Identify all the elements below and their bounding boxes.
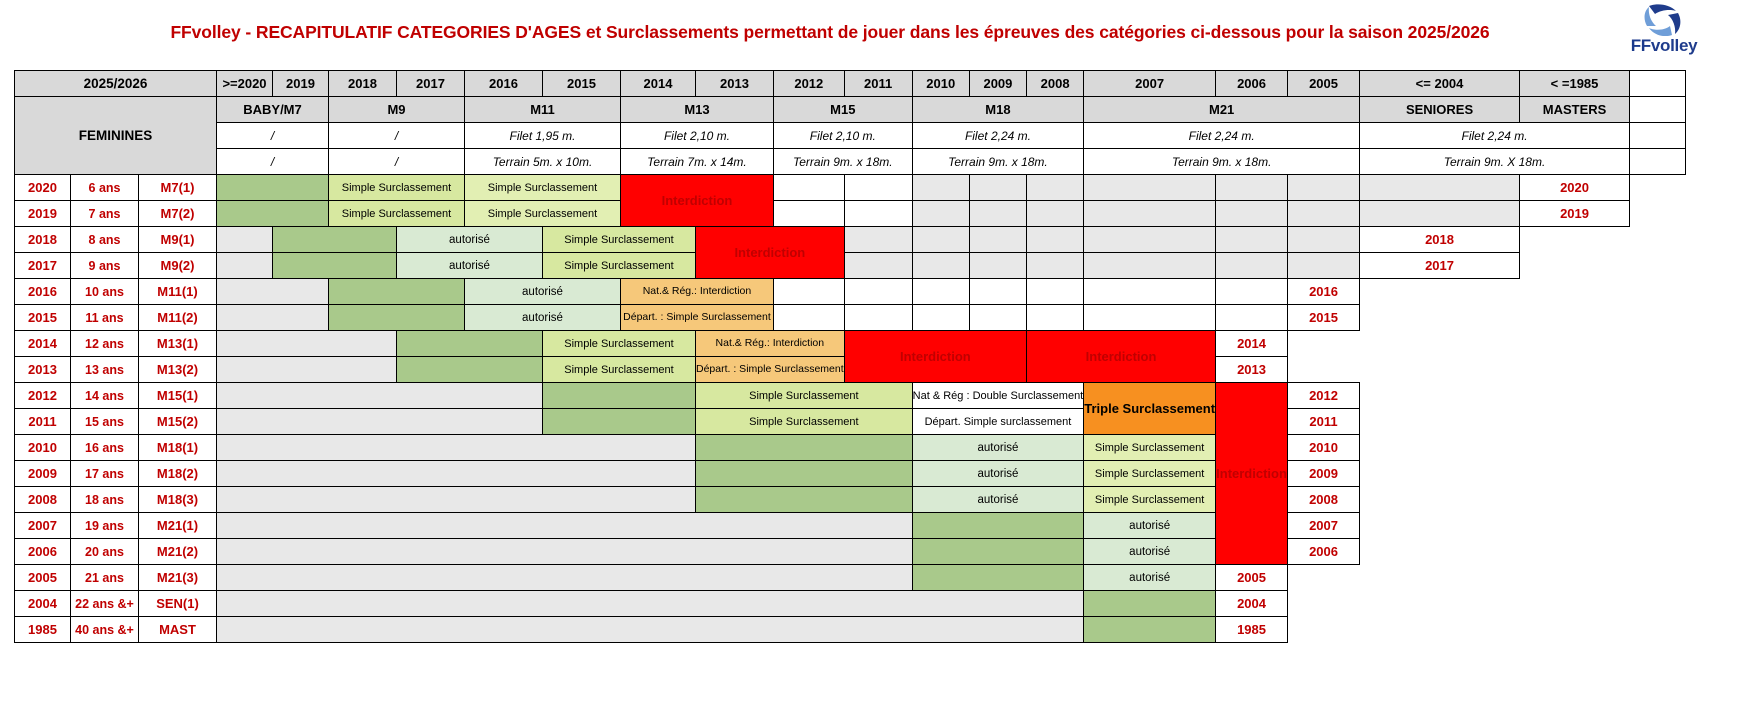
cell-autorise: autorisé: [465, 279, 621, 305]
header-gender: FEMININES: [15, 97, 217, 175]
row-year-2013: 2013: [15, 357, 71, 383]
row-year-right-2015: 2015: [1288, 305, 1360, 331]
cell-empty: [1360, 175, 1520, 201]
cell-empty: [217, 331, 397, 357]
row-year-right-1985: 1985: [1216, 617, 1288, 643]
page-title: FFvolley - RECAPITULATIF CATEGORIES D'AGES et Surclassements permettant de jouer dans les épreuves des catégories ci-dessous pour la saison 2025/2026: [170, 22, 1490, 42]
header-year-2019: 2019: [273, 71, 329, 97]
table-row: [15, 331, 1686, 357]
cell-empty: [969, 253, 1026, 279]
cell-empty: [912, 305, 969, 331]
cell-empty: [844, 253, 912, 279]
row-age-2007: 19 ans: [71, 513, 139, 539]
row-year-right-2006: 2006: [1288, 539, 1360, 565]
court-m18: Terrain 9m. x 18m.: [912, 149, 1084, 175]
header-year-2017: 2017: [397, 71, 465, 97]
cell-own-category: [329, 279, 465, 305]
header-cat-baby-m7: BABY/M7: [217, 97, 329, 123]
header-cat-masters: MASTERS: [1520, 97, 1630, 123]
row-year-right-2016: 2016: [1288, 279, 1360, 305]
row-age-2017: 9 ans: [71, 253, 139, 279]
cell-empty: [844, 227, 912, 253]
header-year-2012: 2012: [773, 71, 844, 97]
cell-empty: [969, 279, 1026, 305]
row-cat-2011: M15(2): [139, 409, 217, 435]
table-row: [15, 565, 1686, 591]
cell-empty: [1360, 201, 1520, 227]
cell-autorise: autorisé: [912, 487, 1084, 513]
cell-triple-surclassement: Triple Surclassement: [1084, 383, 1216, 435]
header-cat-m15: M15: [773, 97, 912, 123]
net-m11: Filet 1,95 m.: [465, 123, 621, 149]
logo-volley: volley: [1650, 36, 1698, 55]
row-year-right-2004: 2004: [1216, 591, 1288, 617]
cell-empty: [1216, 201, 1288, 227]
net-baby-m7: /: [217, 123, 329, 149]
cell-own-category: [543, 383, 696, 409]
row-age-2009: 17 ans: [71, 461, 139, 487]
cell-empty: [217, 305, 329, 331]
cell-empty: [217, 409, 543, 435]
row-cat-2009: M18(2): [139, 461, 217, 487]
header-year-2008: 2008: [1027, 71, 1084, 97]
cell-interdiction: Interdiction: [844, 331, 1026, 383]
row-cat-2020: M7(1): [139, 175, 217, 201]
header-cat-m11: M11: [465, 97, 621, 123]
header-cat-m21: M21: [1084, 97, 1360, 123]
net-m18: Filet 2,24 m.: [912, 123, 1084, 149]
header-year-2005: 2005: [1288, 71, 1360, 97]
row-year-right-2008: 2008: [1288, 487, 1360, 513]
cell-empty: [969, 201, 1026, 227]
row-year-2008: 2008: [15, 487, 71, 513]
row-year-2007: 2007: [15, 513, 71, 539]
cell-simple-surclassement: Simple Surclassement: [543, 253, 696, 279]
cell-own-category: [696, 487, 913, 513]
cell-simple-surclassement: Simple Surclassement: [696, 383, 913, 409]
row-cat-2004: SEN(1): [139, 591, 217, 617]
cell-empty: [217, 591, 1084, 617]
cell-own-category: [217, 175, 329, 201]
cell-own-category: [217, 201, 329, 227]
cell-empty: [969, 227, 1026, 253]
cell-simple-surclassement: Simple Surclassement: [465, 175, 621, 201]
header-year-2007: 2007: [1084, 71, 1216, 97]
court-m11: Terrain 5m. x 10m.: [465, 149, 621, 175]
table-row: [15, 591, 1686, 617]
cell-empty: [1288, 175, 1360, 201]
cell-empty: [1216, 227, 1288, 253]
cell-empty: [912, 253, 969, 279]
cell-autorise: autorisé: [1084, 565, 1216, 591]
row-age-2018: 8 ans: [71, 227, 139, 253]
cell-empty: [217, 461, 696, 487]
cell-own-category: [912, 513, 1084, 539]
cell-autorise: autorisé: [1084, 513, 1216, 539]
cell-own-category: [543, 409, 696, 435]
cell-empty: [773, 201, 844, 227]
row-age-2011: 15 ans: [71, 409, 139, 435]
row-cat-2017: M9(2): [139, 253, 217, 279]
row-cat-1985: MAST: [139, 617, 217, 643]
row-year-right-2012: 2012: [1288, 383, 1360, 409]
row-year-2012: 2012: [15, 383, 71, 409]
table-row: [15, 201, 1686, 227]
row-year-2015: 2015: [15, 305, 71, 331]
cell-empty: [1084, 279, 1216, 305]
header-season: 2025/2026: [15, 71, 217, 97]
table-row: [15, 513, 1686, 539]
row-cat-2005: M21(3): [139, 565, 217, 591]
row-age-2014: 12 ans: [71, 331, 139, 357]
cell-simple-surclassement: Simple Surclassement: [543, 331, 696, 357]
header-spacer-2: [1630, 97, 1686, 123]
row-age-2005: 21 ans: [71, 565, 139, 591]
header-year-2010: 2010: [912, 71, 969, 97]
court-seniores-masters: Terrain 9m. X 18m.: [1360, 149, 1630, 175]
row-year-right-2019: 2019: [1520, 201, 1630, 227]
court-m9: /: [329, 149, 465, 175]
court-baby-m7: /: [217, 149, 329, 175]
row-cat-2007: M21(1): [139, 513, 217, 539]
cell-empty: [844, 201, 912, 227]
cell-empty: [912, 175, 969, 201]
cell-simple-surclassement: Simple Surclassement: [543, 227, 696, 253]
header-year-1985: < =1985: [1520, 71, 1630, 97]
row-cat-2014: M13(1): [139, 331, 217, 357]
cell-empty: [1027, 175, 1084, 201]
categories-table: [14, 70, 1686, 643]
row-year-2009: 2009: [15, 461, 71, 487]
cell-empty: [217, 279, 329, 305]
row-year-right-2020: 2020: [1520, 175, 1630, 201]
net-seniores-masters: Filet 2,24 m.: [1360, 123, 1630, 149]
table-row: [15, 487, 1686, 513]
cell-empty: [1027, 305, 1084, 331]
row-year-right-2010: 2010: [1288, 435, 1360, 461]
row-age-2015: 11 ans: [71, 305, 139, 331]
cell-empty: [1084, 305, 1216, 331]
row-year-2006: 2006: [15, 539, 71, 565]
row-year-2014: 2014: [15, 331, 71, 357]
cell-empty: [217, 383, 543, 409]
cell-depart-simple-surclassement: Départ. : Simple Surclassement: [621, 305, 774, 331]
cell-empty: [217, 227, 273, 253]
row-year-2016: 2016: [15, 279, 71, 305]
table-row: [15, 617, 1686, 643]
row-year-1985: 1985: [15, 617, 71, 643]
row-age-2008: 18 ans: [71, 487, 139, 513]
logo-ff: FF: [1630, 36, 1651, 55]
net-m21: Filet 2,24 m.: [1084, 123, 1360, 149]
court-m13: Terrain 7m. x 14m.: [621, 149, 774, 175]
cell-empty: [1216, 175, 1288, 201]
row-year-2010: 2010: [15, 435, 71, 461]
header-courts-row: [15, 149, 1686, 175]
header-cat-m18: M18: [912, 97, 1084, 123]
header-spacer-3: [1630, 123, 1686, 149]
header-spacer: [1630, 71, 1686, 97]
cell-own-category: [696, 461, 913, 487]
cell-empty: [217, 617, 1084, 643]
cell-depart-simple-surclassement: Départ. : Simple Surclassement: [696, 357, 845, 383]
court-m15: Terrain 9m. x 18m.: [773, 149, 912, 175]
cell-simple-surclassement: Simple Surclassement: [543, 357, 696, 383]
cell-own-category: [696, 435, 913, 461]
cell-empty: [217, 435, 696, 461]
header-year-2004: <= 2004: [1360, 71, 1520, 97]
cell-empty: [1288, 201, 1360, 227]
row-year-right-2007: 2007: [1288, 513, 1360, 539]
row-age-2016: 10 ans: [71, 279, 139, 305]
cell-own-category: [912, 539, 1084, 565]
table-row: [15, 175, 1686, 201]
cell-simple-surclassement: Simple Surclassement: [696, 409, 913, 435]
cell-empty: [1216, 305, 1288, 331]
cell-autorise: autorisé: [912, 461, 1084, 487]
row-cat-2019: M7(2): [139, 201, 217, 227]
header-year-2009: 2009: [969, 71, 1026, 97]
table-row: [15, 279, 1686, 305]
cell-empty: [1288, 227, 1360, 253]
cell-interdiction: Interdiction: [1027, 331, 1216, 383]
row-year-right-2018: 2018: [1360, 227, 1520, 253]
header-year-2006: 2006: [1216, 71, 1288, 97]
cell-empty: [1027, 253, 1084, 279]
court-m21: Terrain 9m. x 18m.: [1084, 149, 1360, 175]
cell-empty: [773, 279, 844, 305]
header-cat-m13: M13: [621, 97, 774, 123]
cell-empty: [912, 279, 969, 305]
row-year-right-2017: 2017: [1360, 253, 1520, 279]
cell-autorise: autorisé: [397, 253, 543, 279]
volleyball-icon: [1643, 2, 1685, 36]
row-age-2010: 16 ans: [71, 435, 139, 461]
row-cat-2013: M13(2): [139, 357, 217, 383]
cell-interdiction: Interdiction: [1216, 383, 1288, 565]
header-year-2013: 2013: [696, 71, 774, 97]
row-age-2013: 13 ans: [71, 357, 139, 383]
cell-own-category: [273, 253, 397, 279]
row-age-2006: 20 ans: [71, 539, 139, 565]
row-year-right-2013: 2013: [1216, 357, 1288, 383]
row-age-2019: 7 ans: [71, 201, 139, 227]
cell-own-category: [397, 331, 543, 357]
cell-own-category: [1084, 591, 1216, 617]
header-year-2020: >=2020: [217, 71, 273, 97]
cell-simple-surclassement: Simple Surclassement: [465, 201, 621, 227]
cell-simple-surclassement: Simple Surclassement: [1084, 435, 1216, 461]
cell-empty: [217, 539, 913, 565]
row-cat-2016: M11(1): [139, 279, 217, 305]
table-row: [15, 435, 1686, 461]
net-m15: Filet 2,10 m.: [773, 123, 912, 149]
cell-empty: [844, 175, 912, 201]
row-year-2020: 2020: [15, 175, 71, 201]
logo-text: [1609, 36, 1719, 56]
row-cat-2010: M18(1): [139, 435, 217, 461]
cell-simple-surclassement: Simple Surclassement: [1084, 487, 1216, 513]
row-cat-2006: M21(2): [139, 539, 217, 565]
table-row: [15, 539, 1686, 565]
header-spacer-4: [1630, 149, 1686, 175]
cell-empty: [1027, 279, 1084, 305]
table-row: [15, 409, 1686, 435]
cell-autorise: autorisé: [1084, 539, 1216, 565]
row-age-2012: 14 ans: [71, 383, 139, 409]
row-cat-2015: M11(2): [139, 305, 217, 331]
row-year-2018: 2018: [15, 227, 71, 253]
cell-own-category: [912, 565, 1084, 591]
cell-empty: [912, 201, 969, 227]
header-year-2011: 2011: [844, 71, 912, 97]
header-categories-row: [15, 97, 1686, 123]
header-year-2015: 2015: [543, 71, 621, 97]
cell-empty: [217, 513, 913, 539]
cell-empty: [217, 487, 696, 513]
cell-interdiction: Interdiction: [621, 175, 774, 227]
cell-nat-reg-interdiction: Nat.& Rég.: Interdiction: [621, 279, 774, 305]
cell-own-category: [397, 357, 543, 383]
row-year-right-2005: 2005: [1216, 565, 1288, 591]
cell-simple-surclassement: Simple Surclassement: [1084, 461, 1216, 487]
cell-empty: [844, 279, 912, 305]
header-year-2018: 2018: [329, 71, 397, 97]
cell-empty: [1027, 227, 1084, 253]
cell-autorise: autorisé: [912, 435, 1084, 461]
header-cat-m9: M9: [329, 97, 465, 123]
row-year-right-2009: 2009: [1288, 461, 1360, 487]
cell-empty: [912, 227, 969, 253]
row-year-right-2014: 2014: [1216, 331, 1288, 357]
header-year-2016: 2016: [465, 71, 543, 97]
header-nets-row: [15, 123, 1686, 149]
cell-empty: [1084, 175, 1216, 201]
cell-own-category: [273, 227, 397, 253]
row-year-2019: 2019: [15, 201, 71, 227]
cell-empty: [217, 357, 397, 383]
cell-empty: [969, 175, 1026, 201]
net-m13: Filet 2,10 m.: [621, 123, 774, 149]
cell-empty: [1084, 253, 1216, 279]
cell-simple-surclassement: Simple Surclassement: [329, 175, 465, 201]
cell-empty: [844, 305, 912, 331]
cell-empty: [217, 253, 273, 279]
cell-empty: [1027, 201, 1084, 227]
cell-empty: [1288, 253, 1360, 279]
table-row: [15, 253, 1686, 279]
cell-empty: [217, 565, 913, 591]
row-age-1985: 40 ans &+: [71, 617, 139, 643]
row-cat-2012: M15(1): [139, 383, 217, 409]
cell-simple-surclassement: Simple Surclassement: [329, 201, 465, 227]
row-cat-2018: M9(1): [139, 227, 217, 253]
row-year-2017: 2017: [15, 253, 71, 279]
cell-nat-reg-interdiction: Nat.& Rég.: Interdiction: [696, 331, 845, 357]
cell-empty: [969, 305, 1026, 331]
table-row: [15, 305, 1686, 331]
cell-empty: [773, 175, 844, 201]
row-year-2011: 2011: [15, 409, 71, 435]
cell-empty: [773, 305, 844, 331]
cell-autorise: autorisé: [397, 227, 543, 253]
row-year-2004: 2004: [15, 591, 71, 617]
cell-interdiction: Interdiction: [696, 227, 845, 279]
table-row: [15, 227, 1686, 253]
header-cat-seniores: SENIORES: [1360, 97, 1520, 123]
header-years-row: [15, 71, 1686, 97]
cell-empty: [1084, 201, 1216, 227]
row-year-right-2011: 2011: [1288, 409, 1360, 435]
cell-depart-simple-surclassement: Départ. Simple surclassement: [912, 409, 1084, 435]
row-age-2020: 6 ans: [71, 175, 139, 201]
row-cat-2008: M18(3): [139, 487, 217, 513]
header-year-2014: 2014: [621, 71, 696, 97]
ffvolley-logo: [1609, 2, 1719, 58]
row-age-2004: 22 ans &+: [71, 591, 139, 617]
cell-own-category: [329, 305, 465, 331]
table-row: [15, 461, 1686, 487]
cell-own-category: [1084, 617, 1216, 643]
row-year-2005: 2005: [15, 565, 71, 591]
cell-empty: [1084, 227, 1216, 253]
cell-nat-reg-double-surclassement: Nat & Rég : Double Surclassement: [912, 383, 1084, 409]
cell-empty: [1216, 253, 1288, 279]
net-m9: /: [329, 123, 465, 149]
table-row: [15, 383, 1686, 409]
cell-autorise: autorisé: [465, 305, 621, 331]
cell-empty: [1216, 279, 1288, 305]
